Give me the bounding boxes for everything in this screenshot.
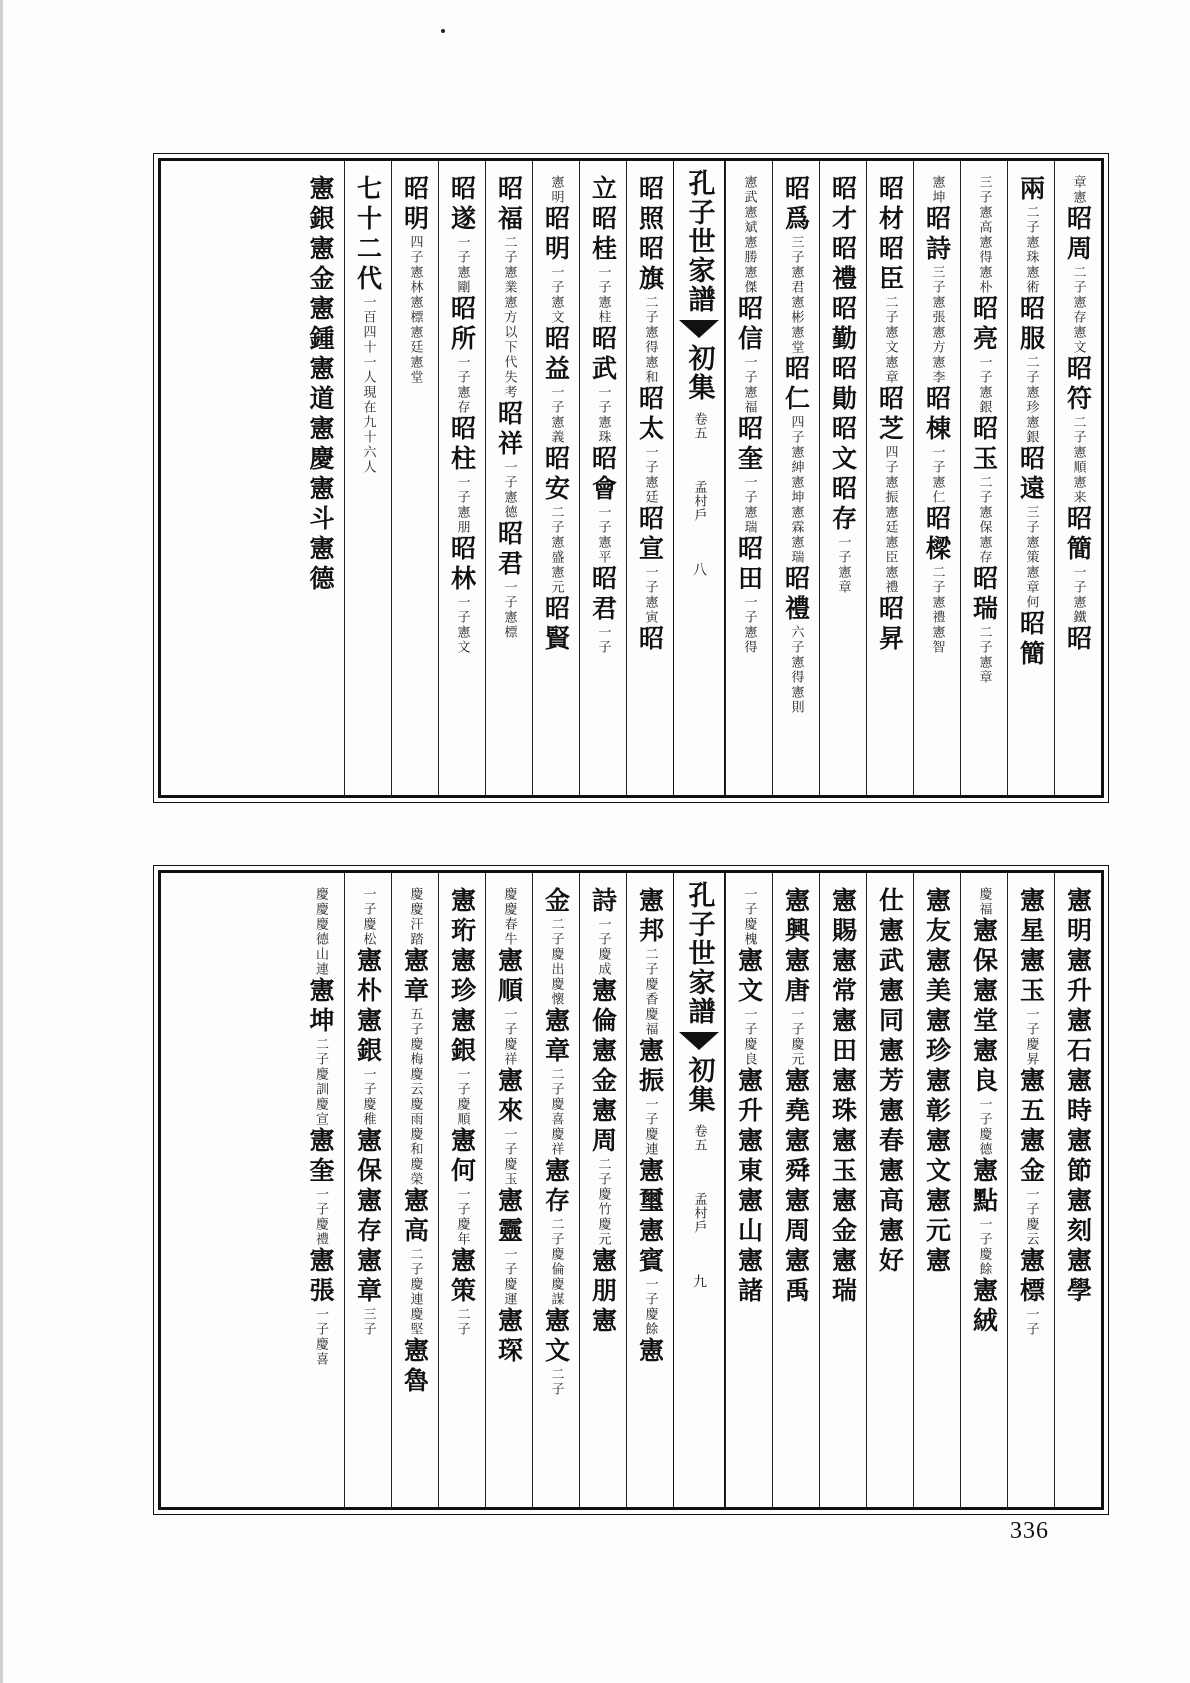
column: 憲明 昭明 一子憲文 昭益 一子憲義 昭安 二子憲盛憲元 昭賢 xyxy=(532,161,579,795)
column: 立 昭桂 一子憲柱 昭武 一子憲珠 昭會 一子憲平 昭君 一子 xyxy=(579,161,626,795)
household-label: 孟村戶 xyxy=(691,480,707,522)
column: 憲邦 二子慶香慶福 憲振 一子慶連 憲璽 憲賓 一子慶餘 憲 xyxy=(626,873,673,1507)
column: 慶慶慶德山連 憲坤 二子慶訓慶宣 憲奎 一子慶禮 憲張 一子慶喜 xyxy=(306,887,335,1367)
column: 昭材 昭臣 二子憲文憲章 昭芝 四子憲振憲廷憲臣憲禮 昭昇 xyxy=(866,161,913,795)
column: 詩 一子慶成 憲倫 憲金 憲周 二子慶竹慶元 憲朋 憲 xyxy=(579,873,626,1507)
book-title: 孔子世家譜 xyxy=(683,881,715,1026)
page-number: 336 xyxy=(1010,1518,1049,1544)
volume-label: 卷五 xyxy=(691,412,707,440)
column: 慶慶春牛 憲順 一子慶祥 憲來 一子慶玉 憲靈 一子慶運 憲琛 xyxy=(485,873,532,1507)
household-label: 孟村戶 xyxy=(691,1192,707,1234)
column: 憲明 憲升 憲石 憲時 憲節 憲刻 憲學 xyxy=(1054,873,1101,1507)
column: 憲友 憲美 憲珍 憲彰 憲文 憲元 憲 xyxy=(913,873,960,1507)
column: 昭爲 三子憲君憲彬憲堂 昭仁 四子憲紳憲坤憲霖憲瑞 昭禮 六子憲得憲則 xyxy=(772,161,819,795)
column: 仕 憲武 憲同 憲芳 憲春 憲高 憲好 xyxy=(866,873,913,1507)
column: 憲武憲斌憲勝憲傑 昭信 一子憲福 昭奎 一子憲瑞 昭田 一子憲得 xyxy=(725,161,772,795)
column: 憲坤 昭詩 三子憲張憲方憲李 昭棟 一子憲仁 昭樑 二子憲禮憲智 xyxy=(913,161,960,795)
column: 憲賜 憲常 憲田 憲珠 憲玉 憲金 憲瑞 xyxy=(819,873,866,1507)
column: 金 二子慶出慶懷 憲章 二子慶喜慶祥 憲存 二子慶倫慶謀 憲文 二子 xyxy=(532,873,579,1507)
column: 昭明 四子憲林憲標憲廷憲堂 xyxy=(391,161,438,795)
top-columns xyxy=(161,161,1101,795)
column: 慶福 憲保 憲堂 憲良 一子慶德 憲點 一子慶餘 憲絨 xyxy=(960,873,1007,1507)
collection-label: 初集 xyxy=(683,1056,715,1114)
speck xyxy=(441,29,445,33)
column: 一子慶松 憲朴 憲銀 一子慶稚 憲保 憲存 憲章 三子 xyxy=(344,873,391,1507)
fish-tail-mark xyxy=(679,320,719,338)
genealogy-page-nine xyxy=(158,870,1104,1510)
volume-label: 卷五 xyxy=(691,1124,707,1152)
leaf-number: 九 xyxy=(691,1274,707,1288)
collection-label: 初集 xyxy=(683,344,715,402)
column: 憲興 憲唐 一子慶元 憲堯 憲舜 憲周 憲禹 xyxy=(772,873,819,1507)
column: 憲星 憲玉 一子慶昇 憲五 憲金 一子慶云 憲標 一子 xyxy=(1007,873,1054,1507)
genealogy-page-eight xyxy=(158,158,1104,798)
page-edge xyxy=(0,0,3,1683)
column: 昭福 二子憲業憲方以下代失考 昭祥 一子憲德 昭君 一子憲標 xyxy=(485,161,532,795)
column: 憲珩 憲珍 憲銀 一子慶順 憲何 一子慶年 憲策 二子 xyxy=(438,873,485,1507)
leaf-number: 八 xyxy=(691,562,707,576)
column: 憲銀 憲金 憲鍾 憲道 憲慶 憲斗 憲德 xyxy=(306,175,335,595)
column: 章憲 昭周 二子憲存憲文 昭符 二子憲順憲来 昭簡 一子憲鐵 昭 xyxy=(1054,161,1101,795)
column: 昭遂 一子憲剛 昭所 一子憲存 昭柱 一子憲朋 昭林 一子憲文 xyxy=(438,161,485,795)
bottom-columns xyxy=(161,873,1101,1507)
center-spine xyxy=(673,161,725,795)
column: 昭才 昭禮 昭勤 昭勛 昭文 昭存 一子憲章 xyxy=(819,161,866,795)
fish-tail-mark xyxy=(679,1032,719,1050)
column: 七十二代 一百四十一人現在九十六人 xyxy=(344,161,391,795)
column: 兩 二子憲珠憲術 昭服 二子憲珍憲銀 昭遠 三子憲策憲章何 昭簡 xyxy=(1007,161,1054,795)
column: 一子慶槐 憲文 一子慶良 憲升 憲東 憲山 憲諸 xyxy=(725,873,772,1507)
center-spine xyxy=(673,873,725,1507)
column: 昭照 昭旗 二子憲得憲和 昭太 一子憲廷 昭宣 一子憲寅 昭 xyxy=(626,161,673,795)
column: 三子憲高憲得憲朴 昭亮 一子憲銀 昭玉 二子憲保憲存 昭瑞 二子憲章 xyxy=(960,161,1007,795)
book-title: 孔子世家譜 xyxy=(683,169,715,314)
column: 慶慶汗踏 憲章 五子慶梅慶云慶雨慶和慶榮 憲高 二子慶連慶堅 憲魯 xyxy=(391,873,438,1507)
